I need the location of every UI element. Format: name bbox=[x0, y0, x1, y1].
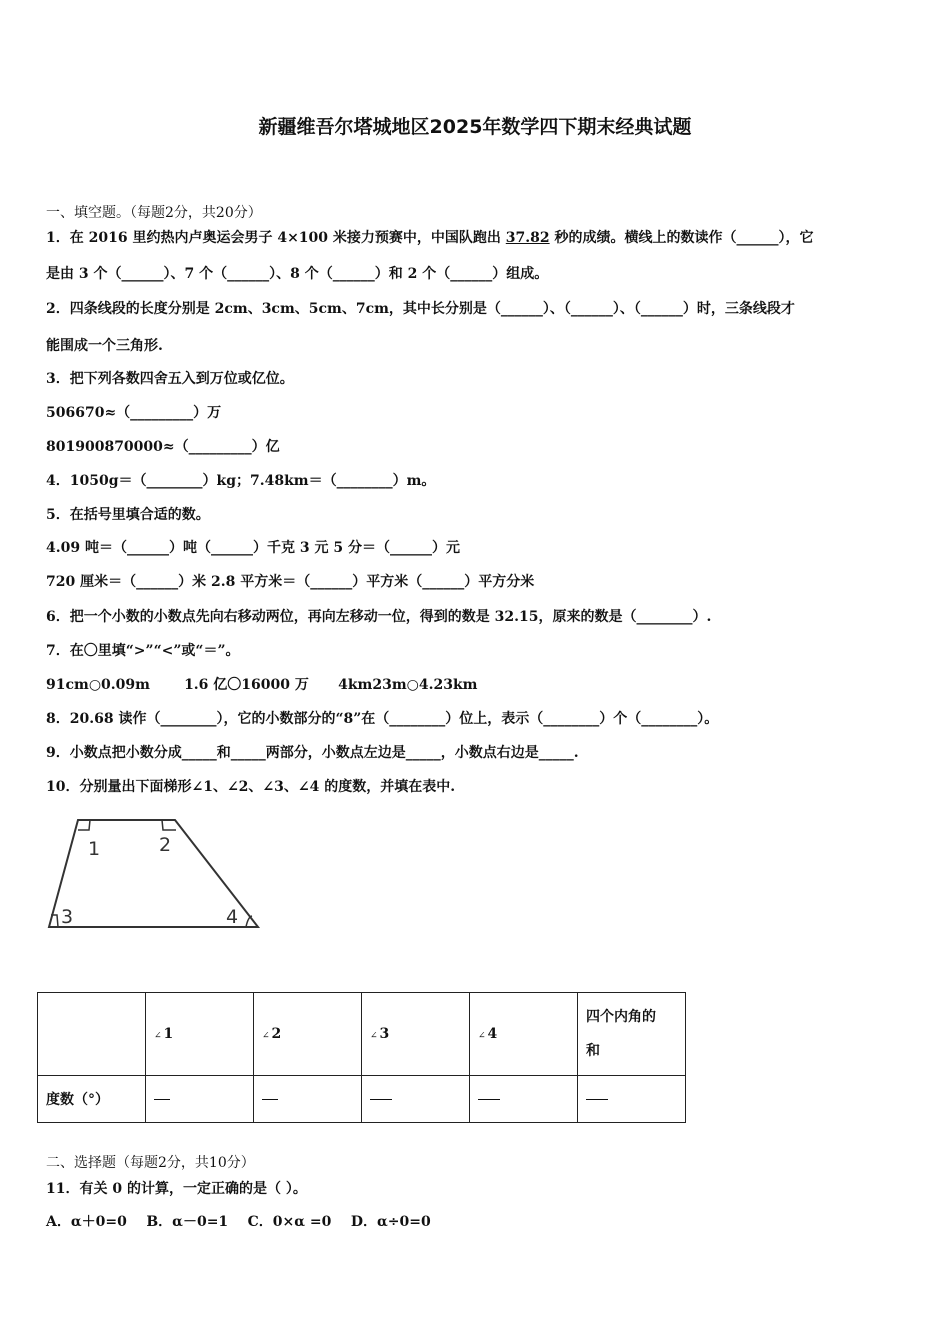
q7-line1: 7．在〇里填“>”“<”或“＝”。 bbox=[46, 643, 240, 659]
q1-line2: 是由 3 个（______）、7 个（______）、8 个（______）和 2 个（______）组成。 bbox=[46, 266, 549, 282]
q1-number: 37.82 bbox=[505, 230, 550, 246]
answer-cell-4[interactable] bbox=[470, 1076, 578, 1123]
q5-line1: 5．在括号里填合适的数。 bbox=[46, 507, 210, 523]
table-header-row bbox=[38, 993, 686, 1076]
q3-line3: 801900870000≈（_________）亿 bbox=[46, 439, 280, 455]
answer-cell-sum[interactable] bbox=[578, 1076, 686, 1123]
q2-line2: 能围成一个三角形. bbox=[46, 338, 163, 354]
table-header-angle-1: ∠ 1 bbox=[146, 993, 254, 1076]
q11-options: A．α＋0=0 B．α－0=1 C．0×α =0 D．α÷0=0 bbox=[46, 1214, 431, 1230]
q10-line1: 10．分别量出下面梯形∠1、∠2、∠3、∠4 的度数，并填在表中. bbox=[46, 779, 456, 795]
q3-line2: 506670≈（_________）万 bbox=[46, 405, 222, 421]
q2-line1: 2．四条线段的长度分别是 2cm、3cm、5cm、7cm，其中长分别是（______）、（______）、（______）时，三条线段才 bbox=[46, 301, 795, 317]
figure-label-4: 4 bbox=[226, 906, 239, 928]
table-corner-cell bbox=[38, 993, 146, 1076]
q11-line1: 11．有关 0 的计算，一定正确的是（ ）。 bbox=[46, 1181, 307, 1197]
q6-line1: 6．把一个小数的小数点先向右移动两位，再向左移动一位，得到的数是 32.15，原来的数是（________）. bbox=[46, 609, 712, 625]
figure-label-1: 1 bbox=[88, 838, 101, 860]
page-title: 新疆维吾尔塔城地区2025年数学四下期末经典试题 bbox=[258, 116, 692, 138]
q7-line2: 91cm○0.09m 1.6 亿〇16000 万 4km23m○4.23km bbox=[46, 677, 478, 693]
answer-cell-1[interactable] bbox=[146, 1076, 254, 1123]
q3-line1: 3．把下列各数四舍五入到万位或亿位。 bbox=[46, 371, 294, 387]
right-angle-mark-1 bbox=[78, 820, 90, 830]
q5-line2: 4.09 吨＝（______）吨（______）千克 3 元 5 分＝（______）元 bbox=[46, 540, 460, 556]
table-degree-row bbox=[38, 1076, 686, 1123]
q1-text-b: 秒的成绩。横线上的数读作（______），它 bbox=[549, 230, 814, 246]
angle-table bbox=[37, 992, 686, 1123]
right-angle-mark-2 bbox=[162, 820, 176, 830]
table-row-label: 度数（°） bbox=[38, 1076, 146, 1123]
section2-heading: 二、选择题（每题2分，共10分） bbox=[46, 1155, 255, 1171]
figure-label-3: 3 bbox=[61, 906, 74, 928]
table-header-sum: 四个内角的 和 bbox=[578, 993, 686, 1076]
q5-line3: 720 厘米＝（______）米 2.8 平方米＝（______）平方米（______）平方分米 bbox=[46, 574, 535, 590]
q4-line1: 4．1050g＝（________）kg；7.48km＝（________）m。 bbox=[46, 473, 436, 489]
section1-heading: 一、填空题。（每题2分，共20分） bbox=[46, 205, 262, 221]
answer-cell-2[interactable] bbox=[254, 1076, 362, 1123]
table-header-angle-3: ∠ 3 bbox=[362, 993, 470, 1076]
q9-line1: 9．小数点把小数分成_____和_____两部分，小数点左边是_____，小数点右边是_____. bbox=[46, 745, 579, 761]
trapezoid-figure bbox=[44, 815, 266, 933]
q1-text-a: 1．在 2016 里约热内卢奥运会男子 4×100 米接力预赛中，中国队跑出 bbox=[46, 230, 506, 246]
table-header-angle-4: ∠ 4 bbox=[470, 993, 578, 1076]
q8-line1: 8．20.68 读作（________），它的小数部分的“8”在（________）位上，表示（________）个（________）。 bbox=[46, 711, 719, 727]
q1-line1 bbox=[46, 228, 908, 248]
table-header-angle-2: ∠ 2 bbox=[254, 993, 362, 1076]
answer-cell-3[interactable] bbox=[362, 1076, 470, 1123]
figure-label-2: 2 bbox=[159, 834, 172, 856]
